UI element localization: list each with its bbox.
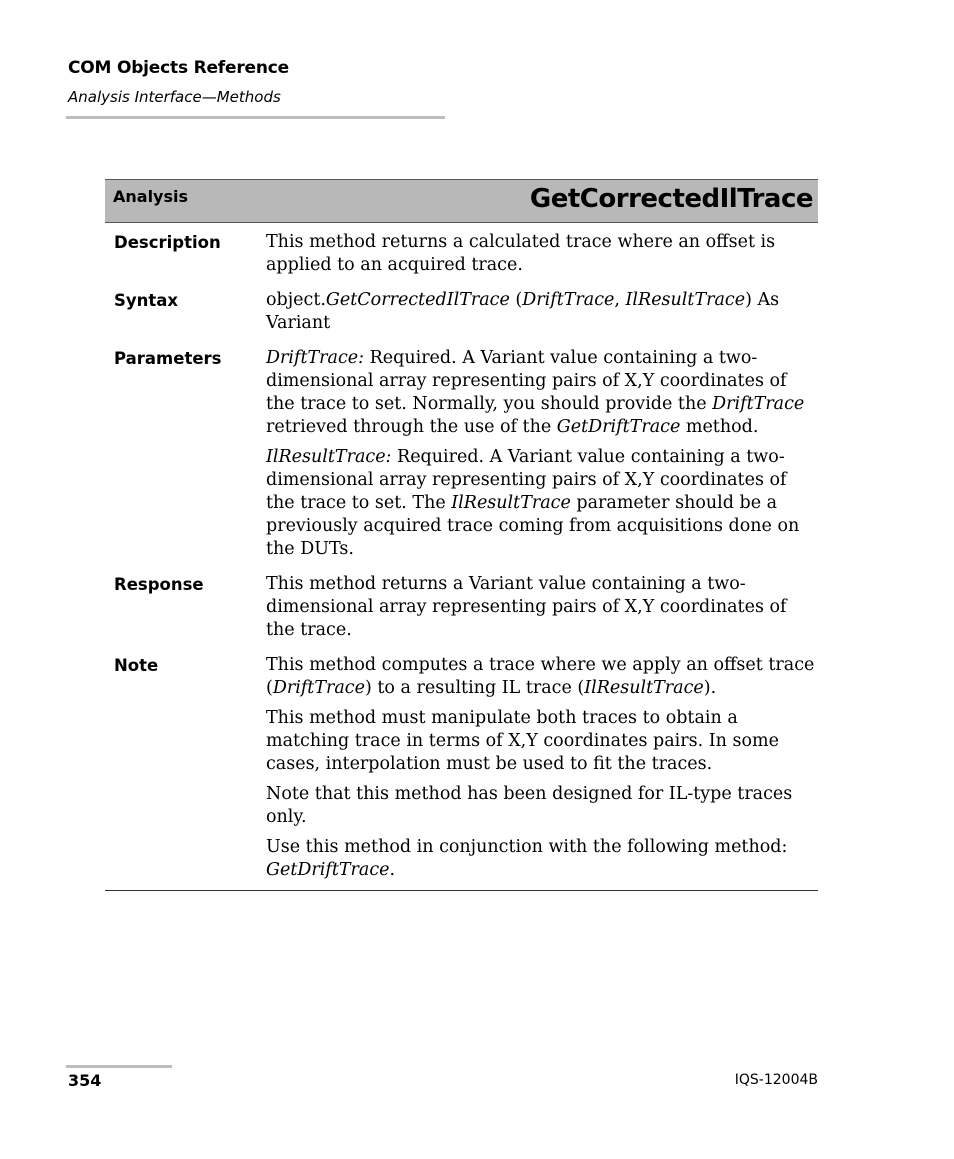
param-name-ilresulttrace: IlResultTrace: [266, 447, 392, 467]
footer-rule [66, 1065, 172, 1068]
param-text: Required. A Variant value containing a two-dimensional array representing pairs of X,Y coordinates of the trace to set. The [266, 447, 787, 513]
row-content-syntax [266, 289, 818, 335]
row-content-parameters [266, 347, 818, 561]
param-text: Required. A Variant value containing a two-dimensional array representing pairs of X,Y coordinates of the trace to set. Normally, you should provide the [266, 348, 787, 414]
parameter-ilresulttrace [266, 446, 816, 561]
response-text: This method returns a Variant value containing a two-dimensional array representing pairs of X,Y coordinates of the trace. [266, 574, 787, 640]
row-label-response: Response [114, 575, 204, 594]
note-paragraph-2: This method must manipulate both traces to obtain a matching trace in terms of X,Y coordinates pairs. In some cases, interpolation must be used to fit the traces. [266, 708, 779, 774]
note-text: . [389, 860, 396, 880]
note-text: ). [703, 678, 717, 698]
note-text: ) to a resulting IL trace ( [364, 678, 585, 698]
param-ref: DriftTrace [712, 394, 805, 414]
row-content-description [266, 231, 818, 277]
header-rule [66, 116, 445, 119]
description-text: This method returns a calculated trace where an offset is applied to an acquired trace. [266, 232, 776, 275]
note-text: This method computes a trace where we apply an offset trace ( [266, 655, 815, 698]
running-header-subtitle: Analysis Interface—Methods [68, 88, 281, 106]
syntax-param2: IlResultTrace [625, 290, 746, 310]
syntax-open: ( [509, 290, 523, 310]
param-text: method. [680, 417, 759, 437]
row-syntax [105, 289, 818, 335]
param-ref: IlResultTrace [451, 493, 571, 513]
method-title: GetCorrectedIlTrace [529, 184, 813, 214]
row-note [105, 654, 818, 882]
table-header-bar [105, 179, 818, 223]
row-label-parameters: Parameters [114, 349, 222, 368]
param-text: parameter should be a previously acquired trace coming from acquisitions done on the DUTs. [266, 493, 800, 559]
note-ref: DriftTrace [272, 678, 365, 698]
row-description [105, 231, 818, 277]
page-number: 354 [68, 1071, 102, 1090]
note-paragraph-4 [266, 836, 816, 882]
note-paragraph-3: Note that this method has been designed for IL-type traces only. [266, 784, 793, 827]
row-content-response [266, 573, 818, 642]
method-reference-table [105, 179, 818, 891]
note-ref: GetDriftTrace [266, 860, 390, 880]
row-response [105, 573, 818, 642]
param-text: retrieved through the use of the [266, 417, 557, 437]
syntax-prefix: object. [266, 290, 326, 310]
row-label-syntax: Syntax [114, 291, 179, 310]
row-content-note [266, 654, 818, 882]
parameter-drifttrace [266, 347, 816, 439]
syntax-suffix: ) As Variant [266, 290, 780, 333]
row-label-note: Note [114, 656, 159, 675]
syntax-text [266, 289, 816, 335]
param-ref: GetDriftTrace [556, 417, 681, 437]
running-header-title: COM Objects Reference [68, 58, 289, 78]
note-text: Use this method in conjunction with the following method: [266, 837, 788, 857]
syntax-comma: , [614, 290, 626, 310]
note-ref: IlResultTrace [584, 678, 704, 698]
document-id: IQS-12004B [734, 1072, 818, 1088]
row-parameters [105, 347, 818, 561]
interface-category: Analysis [113, 187, 189, 206]
syntax-method: GetCorrectedIlTrace [325, 290, 510, 310]
row-label-description: Description [114, 233, 221, 252]
table-bottom-rule [105, 890, 818, 891]
syntax-param1: DriftTrace [522, 290, 615, 310]
param-name-drifttrace: DriftTrace: [266, 348, 365, 368]
note-paragraph-1 [266, 654, 816, 700]
